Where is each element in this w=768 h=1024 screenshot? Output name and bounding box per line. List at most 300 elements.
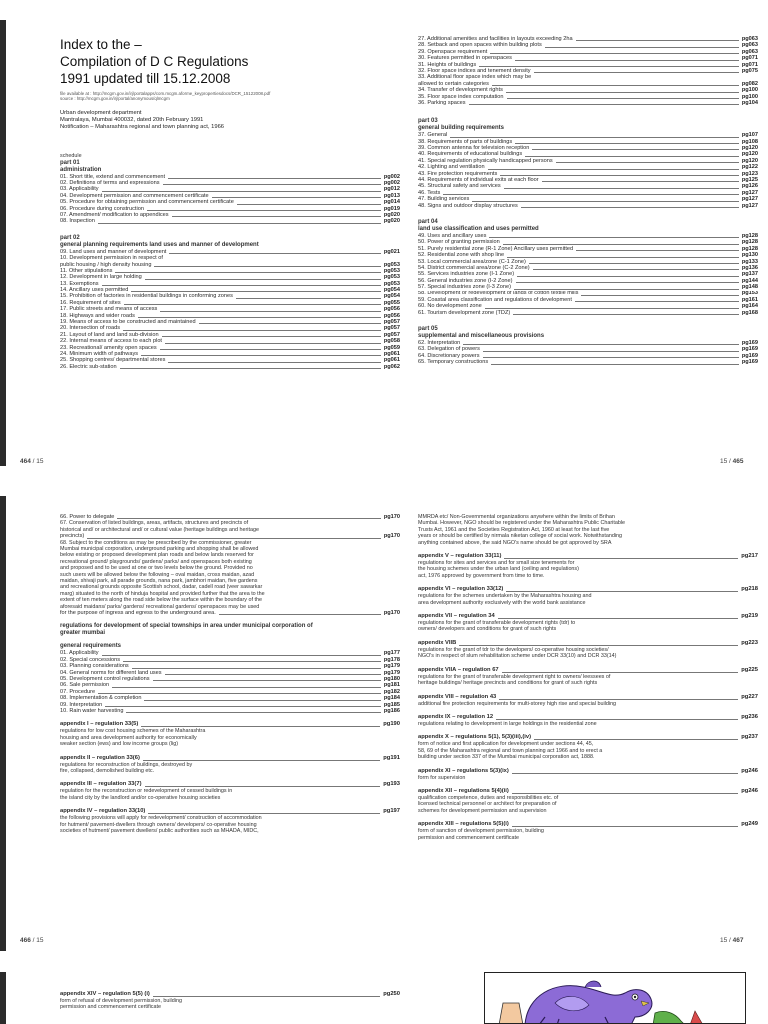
leader-line [492,85,739,86]
page-number-left: 464 / 15 [20,458,44,465]
entry-page: pg122 [741,164,758,171]
entry-page: pg169 [741,340,758,347]
entry-page: pg170 [383,533,400,540]
leader-line [479,66,739,67]
leader-line [160,311,381,312]
entry-title: 62. Interpretation [418,340,461,347]
source-line1: file available at : http://mcgm.gov.in/irj/portalapps/com.mcgm.aforme_keypropertiesdocs/DCR_15122008.pdf [60,91,271,96]
paragraph-line: societies of hutment/ pavement dwellers/ public authorities such as MHADA, MIDC, [60,828,259,835]
leader-line [123,330,381,331]
left-appendices-list [60,721,400,834]
entry-title: 29. Openspace requirement [418,48,488,55]
entry-page: pg056 [383,312,400,319]
appendix-heading [60,721,400,728]
leader-line [556,162,739,163]
leader-line [516,282,739,283]
entry-page: pg246 [741,787,758,794]
entry-title: 05. Development control regulations [60,676,150,682]
leader-line [496,719,738,720]
entry-page: pg128 [741,232,758,239]
entry-title: 25. Shopping centres/ departmental stores [60,357,166,364]
entry-title: 18. Highways and wider roads [60,312,135,319]
entry-title: appendix VIIB [418,639,457,646]
cartoon-illustration [484,972,746,1024]
appendix-heading [418,667,758,674]
appendix-entry [418,714,758,727]
entry-page: pg053 [383,280,400,287]
paragraph-line: regulations for sites and services and for small size tenements for [418,560,575,567]
schedule-label: schedule [60,153,82,160]
appendix-heading [418,768,758,775]
leader-line [512,826,738,827]
appendix-iv-continued [418,514,758,546]
leader-line [102,285,381,286]
entry-title: 08. Inspection [60,218,95,225]
entry-page: pg250 [383,991,400,997]
paragraph-line: 67. Conservation of listed buildings, areas, artifacts, structures and precincts of [60,520,249,527]
entry-title: 36. Parking spaces [418,99,466,106]
leader-line [153,680,381,681]
entry-title: 03. Planning considerations [60,663,129,670]
appendix-entry [418,586,758,606]
cartoon-creature-icon [485,973,746,1024]
binding-spine [0,972,6,1024]
part4-label: part 04 [418,218,438,225]
part5-title: supplemental and miscellaneous provisions [418,333,545,340]
entry-title: 57. Special industries zone (I-3 Zone) [418,284,511,291]
entry-page: pg137 [741,271,758,278]
appendix-heading [418,586,758,593]
entry-page: pg177 [383,650,400,657]
appendix-entry [60,991,400,1011]
paragraph-line: maidan, shivaji park, all parade grounds, nana park, jambhori maidan, five gardens [60,578,258,585]
entry-title: 44. Requirements of individual exits at each floor [418,177,539,184]
entry-title: 09. Interpretation [60,701,103,708]
entry-title: 05. Procedure for obtaining permission and commencement certificate [60,199,234,206]
leader-line [102,191,381,192]
paragraph-line: regulations for the grant of transferable development right to owners/ leessees of [418,673,611,680]
spread-2 [0,480,768,955]
leader-line [469,104,739,105]
entry-page: pg120 [741,157,758,164]
entry-page: pg169 [741,352,758,359]
appendix-heading [418,788,758,795]
paragraph-line: anything contained above, the said NGO's name should be got approved by SRA [418,539,612,546]
entry-page: pg127 [741,196,758,203]
entry-title: 35. Floor space index computation [418,93,504,100]
leader-line [500,175,739,176]
leader-line [450,137,739,138]
part4-list [418,233,758,316]
entry-title: 39. Common antenna for television reception [418,145,530,152]
leader-line [490,53,738,54]
entry-title: 08. Implementation & completion [60,695,142,702]
entry-title: appendix IX – regulation 12 [418,713,494,720]
paragraph-line: regulations for the grant of tdr to the developers/ co-operative housing societies/ [418,646,609,653]
entry-page: pg120 [741,151,758,158]
entry-page: pg153 [741,290,758,297]
leader-line [237,204,381,205]
appendix-entry [418,788,758,814]
paragraph-line: regulations for the grant of transferable development rights (tdr) to [418,620,576,627]
leader-line [141,355,381,356]
entry-page: pg144 [741,277,758,284]
entry-title: 55. Services industries zone (I-1 Zone) [418,271,515,278]
appendix-entry [418,694,758,707]
paragraph-line: such users will be allowed below the following – oval maidan, cross maidan, azad [60,571,255,578]
entry-title: 22. Internal means of access to each plot [60,338,162,345]
general-requirements-title: general requirements [60,643,122,650]
paragraph-line: and recreational grounds opposite Scottish school, dadar, cadell road (veer sawarkar [60,584,263,591]
leader-line [163,184,381,185]
paragraph-line: below existing or proposed development plan roads and below lands reserved for [60,552,254,559]
entry-page: pg128 [741,245,758,252]
entry-title: 51. Purely residential zone (R-1 Zone) Ancillary uses permitted [418,245,574,252]
entry-page: pg063 [741,36,758,42]
entry-page: pg061 [383,357,400,364]
entry-page: pg133 [741,258,758,265]
entry-page: pg182 [383,688,400,695]
index-title-line1: Index to the – [60,37,142,52]
leader-line [154,266,380,267]
spread3-left-column [60,984,400,1011]
appendix-heading [418,694,758,701]
entry-page: pg128 [741,239,758,246]
leader-line [144,700,380,701]
leader-line [533,269,739,270]
leader-line [219,614,381,615]
entry-title: 50. Power of granting permission [418,239,500,246]
paragraph-line: act, 1976 approved by government from time to time. [418,572,545,579]
leader-line [502,672,739,673]
entry-title: appendix V – regulation 33(11) [418,553,502,560]
leader-line [483,357,739,358]
entry-title: allowed to certain categories [418,80,489,87]
entry-page: pg237 [741,734,758,741]
leader-line [504,188,739,189]
leader-line [165,674,381,675]
entry-page: pg130 [741,252,758,259]
paragraph-line: NGO's in respect of slum rehabilitation scheme under DCR 33(10) and DCR 33(14) [418,653,617,660]
entry-page: pg249 [741,821,758,828]
entry-page: pg057 [383,331,400,338]
leader-line [147,210,381,211]
paragraph-line: regulation for the reconstruction or redevelopment of cessed buildings in [60,788,233,795]
paragraph-line: aforesaid maidans/ parks/ gardens/ recreational gardens/ openspaces may be used [60,603,260,610]
entry-title: 54. District commercial area/zone (C-2 Zone) [418,264,530,271]
entry-page: pg236 [741,713,758,720]
leader-line [525,156,739,157]
paragraph-line: building under section 337 of the Mumbai municipal corporation act, 1888. [418,754,595,761]
entry-title: 10. Rain water harvesting [60,707,124,714]
paragraph-line: the following provisions will apply for redevelopment/ construction of accommodation [60,815,262,822]
entry-title: 11. Other stipulations [60,267,113,274]
entry-page: pg218 [741,586,758,593]
leader-line [141,726,380,727]
entry-page: pg054 [383,293,400,300]
entry-title: 52. Residential zone with shop line [418,252,505,259]
entry-title: 42. Lighting and ventilation [418,164,485,171]
part1-label: part 01 [60,159,80,166]
entry-page: pg107 [741,132,758,139]
entry-title: 58. Development or redevelopment of lands of cotton textile mills [418,290,579,297]
leader-line [463,344,739,345]
leader-line [499,699,738,700]
entry-page: pg053 [383,261,400,268]
index-entry [60,364,400,370]
leader-line [168,362,380,363]
entry-title: 17. Public streets and means of access [60,306,158,313]
leader-line [576,40,739,41]
entry-page: pg021 [383,248,400,255]
entry-page: pg061 [383,351,400,357]
leader-line [513,314,739,315]
leader-line [485,308,739,309]
paragraph-line: weaker section (ews) and low income groups (lig) [60,741,179,748]
index-entry [418,359,758,365]
appendix-entry [418,613,758,633]
leader-line [98,223,381,224]
entry-title: precincts) [60,533,85,540]
appendix-entry [418,768,758,781]
entry-page: pg246 [741,767,758,774]
entry-page: pg100 [741,87,758,94]
entry-title: appendix II – regulation 33(6) [60,754,140,761]
entry-title: 01. Applicability [60,650,99,657]
leader-line [168,178,381,179]
paragraph-line: heritage buildings/ heritage precincts and conditions for grant of such rights [418,680,598,687]
entry-title: 33. Additional floor space index which may be [418,74,532,81]
paragraph-line: additional fire protection requirements for multi-storey high rise and special building [418,700,617,707]
leader-line [145,786,381,787]
leader-line [102,655,381,656]
leader-line [236,298,381,299]
entry-page: pg020 [383,211,400,218]
entry-title: 60. No development zone [418,303,482,310]
leader-line [162,336,381,337]
leader-line [483,351,739,352]
paragraph-line: extent of ten meters along the road side below the surface within the boundary of the [60,597,262,604]
entry-page: pg161 [741,296,758,303]
entry-title: appendix VI – regulation 33(12) [418,586,504,593]
entry-title: appendix VIIA – regulation 67 [418,666,499,673]
leader-line [507,98,739,99]
leader-line [507,257,739,258]
entry-title: 56. General industries zone (I-2 Zone) [418,277,513,284]
entry-title: 06. Procedure during construction [60,205,144,212]
paragraph-line: regulations for reconstruction of buildings, destroyed by [60,761,193,768]
entry-title: 32. Floor space indices and tenement density [418,67,531,74]
leader-line [534,739,738,740]
entry-page: pg059 [383,344,400,351]
entry-title: 46. Tests [418,189,441,196]
entry-title: 30. Features permitted in openspaces [418,55,512,62]
entry-title: 13. Exemptions [60,280,99,287]
leader-line [529,263,739,264]
entry-title: appendix X – regulations 5(1), 5(3)(iii),(iv) [418,734,532,741]
spread2-right-column [418,514,758,841]
entry-title: 19. Means of access to be constructed and maintained [60,319,196,326]
paragraph-line: qualification competence, duties and responsibilities etc. of [418,794,559,801]
appendix-heading [418,734,758,741]
spread-1 [0,0,768,470]
entry-page: pg075 [741,67,758,74]
paragraph-line: the island city by the landlord and/or co-operative housing societies [60,794,221,801]
entry-title: 45. Structural safety and services [418,183,501,190]
entry-page: pg186 [383,707,400,714]
leader-line [576,250,739,251]
leader-line [514,289,739,290]
leader-line [515,60,739,61]
entry-title: 34. Transfer of development rights [418,87,503,94]
leader-line [488,169,739,170]
leader-line [117,518,380,519]
part2-title: general planning requirements land uses and manner of development [60,241,259,248]
entry-title: 65. Temporary constructions [418,359,489,366]
entry-title: 49. Uses and ancillary uses [418,232,487,239]
entry-title: 12. Development in large holding [60,274,142,281]
entry-page: pg227 [741,693,758,700]
appendix-heading [60,755,400,762]
entry-page: pg127 [741,189,758,196]
entry-title: 21. Layout of land and land sub-division [60,331,159,338]
leader-line [517,276,739,277]
leader-line [581,295,738,296]
regulation-67 [60,520,400,539]
leader-line [503,244,739,245]
appendix-heading [60,781,400,788]
paragraph-line: form of notice and first application for development under sections 44, 45, [418,741,594,748]
entry-title: 53. Local commercial area/zone (C-1 Zone) [418,258,526,265]
entry-page: pg082 [741,80,758,87]
entry-title: appendix XII – regulations 5(4)(ii) [418,787,509,794]
leader-line [169,253,380,254]
entry-page: pg071 [741,61,758,68]
entry-title: 37. General [418,132,448,139]
appendix-heading [418,640,758,647]
entry-page: pg002 [383,173,400,180]
paragraph-line: licensed technical personnel or architect for preparation of [418,801,557,808]
leader-line [506,92,739,93]
paragraph-line: regulations for low cost housing schemes of the Maharashtra [60,728,206,735]
entry-title: 06. Sale permission [60,682,110,689]
entry-title: 64. Discretionary powers [418,352,480,359]
appendix-heading [418,613,758,620]
paragraph-line: form for supervision [418,774,466,781]
paragraph-line: Mumbai municipal corporation, underground parking and shopping shall be allowed [60,546,259,552]
entry-page: pg055 [383,299,400,306]
source-line2: source : http://mcgm.gov.in/irj/portal/anonymous/qlmcgm [60,96,170,102]
entry-page: pg057 [383,325,400,332]
entry-page: pg197 [383,808,400,815]
paragraph-line: permission and commencement certificate [418,834,519,841]
appendix-entry [418,734,758,760]
entry-page: pg217 [741,553,758,560]
paragraph-line: owners/ developers and conditions for grant of such rights [418,626,557,633]
entry-page: pg125 [741,177,758,184]
entry-title: appendix III – regulation 33(7) [60,781,142,788]
entry-page: pg181 [383,682,400,689]
leader-line [545,47,739,48]
part1-title: administration [60,166,102,173]
entry-page: pg012 [383,186,400,193]
entry-page: pg169 [741,359,758,366]
leader-line [87,538,381,539]
entry-title: 10. Development permission in respect of [60,255,163,262]
spread1-right-column [418,36,758,366]
appendix-entry [418,667,758,687]
entry-page: pg019 [383,205,400,212]
entry-page: pg223 [741,639,758,646]
entry-title: appendix VII – regulation 34 [418,613,495,620]
leader-line [504,558,738,559]
entry-page: pg002 [383,180,400,186]
leader-line [212,197,381,198]
appendix-heading [418,714,758,721]
entry-page: pg057 [383,319,400,326]
part3-list [418,132,758,209]
entry-title: 27. Additional amenities and facilities in layouts exceeding 2ha [418,36,573,42]
entry-title: appendix IV – regulation 33(10) [60,808,146,815]
entry-title: 63. Delegation of powers [418,346,480,353]
department-name: Urban development department [60,109,142,116]
leader-line [126,712,380,713]
leader-line [120,368,381,369]
entry-page: pg170 [383,514,400,520]
leader-line [124,304,381,305]
entry-title: 15. Prohibition of factories in residential buildings in conforming zones [60,293,233,300]
paragraph-line: 58, 69 of the Maharashtra regional and town planning act 1966 and to erect a [418,747,603,754]
entry-title: 23. Recreational/ amenity open spaces [60,344,157,351]
leader-line [199,323,381,324]
leader-line [512,793,738,794]
leader-line [534,72,739,73]
leader-line [131,291,380,292]
entry-page: pg136 [741,264,758,271]
entry-title: 43. Fire protection requirements [418,170,498,177]
leader-line [542,181,739,182]
entry-title: 03. Applicability [60,186,99,193]
appendix-xiv [60,991,400,1011]
appendix-heading [60,991,400,998]
entry-page: pg104 [741,99,758,106]
entry-page: pg170 [383,610,400,617]
paragraph-line: schemes for development permission and supervision [418,807,547,814]
appendix-entry [418,640,758,660]
leader-line [575,301,739,302]
paragraph-line: regulations relating to development in large holdings in the residential zone [418,720,597,727]
leader-line [172,216,381,217]
entry-title: appendix XIII – regulations 5(5)(i) [418,821,509,828]
entry-title: 04. Development permission and commencement certificate [60,192,209,199]
part3-title: general building requirements [418,125,505,132]
entry-page: pg164 [741,303,758,310]
appendix-entry [418,553,758,579]
spread1-left-column [60,36,400,370]
leader-line [153,996,380,997]
paragraph-line: permission and commencement certificate [60,1004,161,1011]
paragraph-line: Mumbai. However, NGO should be registered under the Maharashtra Public Charitable [418,520,626,527]
entry-page: pg053 [383,267,400,274]
regulations-27-36-list [418,36,758,106]
entry-page: pg193 [383,781,400,788]
leader-line [472,201,739,202]
paragraph-line: regulations for the schemes undertaken by the Maharashtra housing and [418,593,592,600]
entry-page: pg120 [741,145,758,152]
leader-line [506,591,738,592]
paragraph-line: area development authority exclusively with the world bank assistance [418,599,586,606]
paragraph-line: MMRDA etc/ Non-Governmental organizations anywhere within the limits of Brihan [418,514,615,520]
